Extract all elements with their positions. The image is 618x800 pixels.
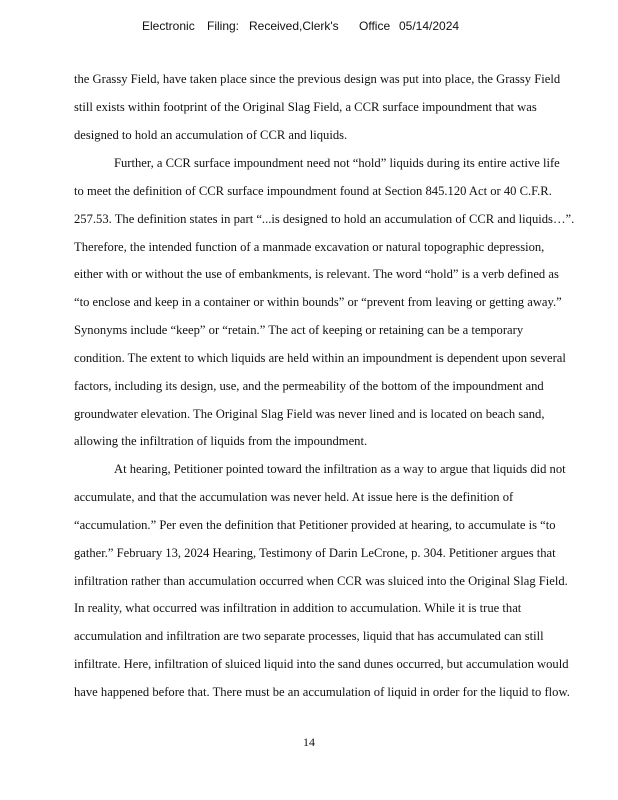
text-line: accumulate, and that the accumulation was never held. At issue here is the definition of xyxy=(74,490,514,504)
header-electronic: Electronic xyxy=(142,19,195,33)
header-office: Office xyxy=(359,19,391,33)
text-line: condition. The extent to which liquids are held within an impoundment is dependent upon several xyxy=(74,351,566,365)
text-line: In reality, what occurred was infiltration in addition to accumulation. While it is true that xyxy=(74,601,522,615)
text-line: “to enclose and keep in a container or within bounds” or “prevent from leaving or getting away.” xyxy=(74,295,562,309)
text-line: designed to hold an accumulation of CCR and liquids. xyxy=(74,128,348,142)
text-line: to meet the definition of CCR surface impoundment found at Section 845.120 Act or 40 C.F.R. xyxy=(74,184,552,198)
text-line: infiltration rather than accumulation occurred when CCR was sluiced into the Original Slag Field. xyxy=(74,574,568,588)
header-date: 05/14/2024 xyxy=(399,19,460,33)
header-received: Received,Clerk's xyxy=(249,19,339,33)
text-line: allowing the infiltration of liquids from the impoundment. xyxy=(74,434,368,448)
text-line: At hearing, Petitioner pointed toward the infiltration as a way to argue that liquids did not xyxy=(114,462,566,476)
text-line: either with or without the use of embankments, is relevant. The word “hold” is a verb defined as xyxy=(74,267,559,281)
text-line: gather.” February 13, 2024 Hearing, Testimony of Darin LeCrone, p. 304. Petitioner argues that xyxy=(74,546,556,560)
page-number: 14 xyxy=(303,735,315,749)
text-line: accumulation and infiltration are two separate processes, liquid that has accumulated can still xyxy=(74,629,544,643)
text-line: Synonyms include “keep” or “retain.” The act of keeping or retaining can be a temporary xyxy=(74,323,524,337)
text-line: infiltrate. Here, infiltration of sluiced liquid into the sand dunes occurred, but accumulation would xyxy=(74,657,569,671)
text-line: still exists within footprint of the Original Slag Field, a CCR surface impoundment that was xyxy=(74,100,537,114)
text-line: “accumulation.” Per even the definition that Petitioner provided at hearing, to accumulate is “to xyxy=(74,518,556,532)
text-line: factors, including its design, use, and the permeability of the bottom of the impoundment and xyxy=(74,379,544,393)
header-filing: Filing: xyxy=(207,19,240,33)
text-line: 257.53. The definition states in part “...is designed to hold an accumulation of CCR and liquids…”. xyxy=(74,212,575,226)
text-line: have happened before that. There must be an accumulation of liquid in order for the liquid to flow. xyxy=(74,685,570,699)
text-line: Further, a CCR surface impoundment need not “hold” liquids during its entire active life xyxy=(114,156,560,170)
text-line: groundwater elevation. The Original Slag Field was never lined and is located on beach sand, xyxy=(74,407,545,421)
text-line: the Grassy Field, have taken place since the previous design was put into place, the Grassy Field xyxy=(74,72,561,86)
text-line: Therefore, the intended function of a manmade excavation or natural topographic depression, xyxy=(74,240,545,254)
